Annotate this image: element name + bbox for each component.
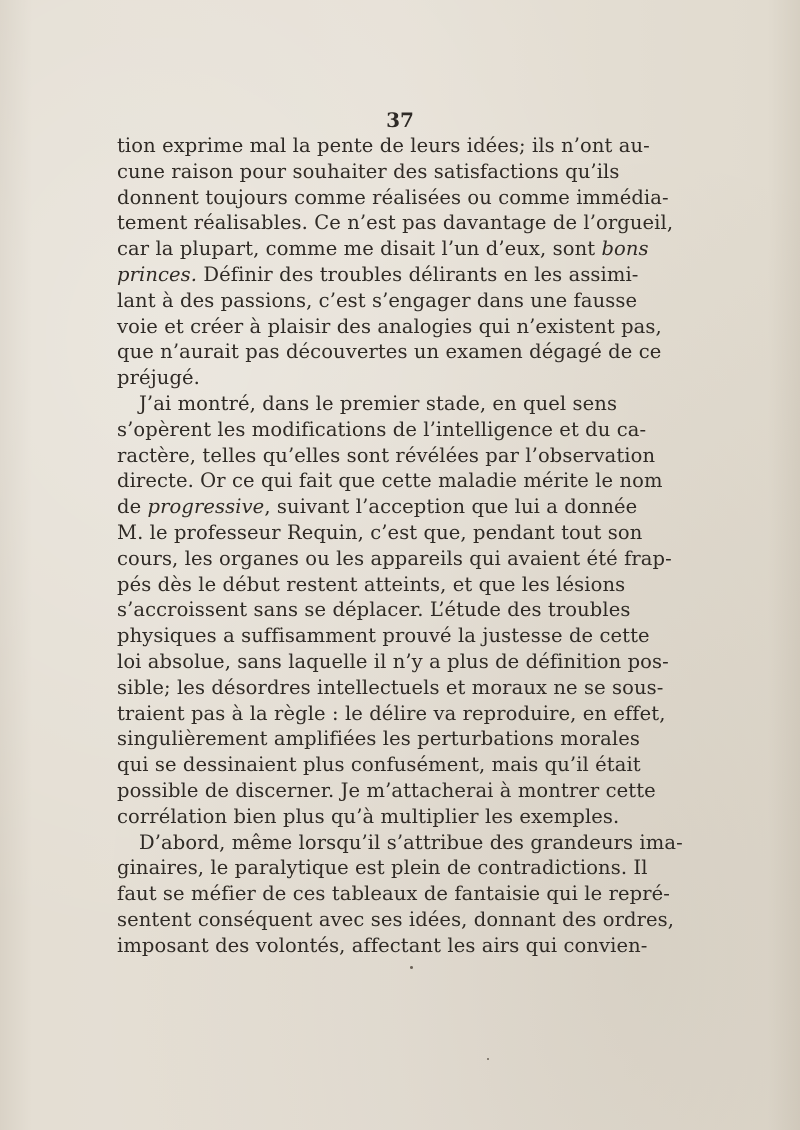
text-line [117, 339, 662, 365]
text-run: physiques a suffisamment prouvé la justesse de cette [117, 624, 650, 648]
text-run: ractère, telles qu’elles sont révélées par l’observation [117, 443, 656, 467]
text-line [117, 907, 675, 933]
text-line [117, 933, 648, 959]
text-run: J’ai montré, dans le premier stade, en quel sens [139, 391, 618, 415]
text-run: s’accroissent sans se déplacer. L’étude des troubles [117, 598, 631, 622]
text-line [117, 855, 648, 881]
text-line [117, 701, 666, 727]
text-run: tion exprime mal la pente de leurs idées; ils n’ont au- [117, 134, 650, 157]
text-run: voie et créer à plaisir des analogies qui n’existent pas, [117, 314, 662, 338]
text-line [117, 443, 656, 469]
text-run: singulièrement amplifiées les perturbations morales [117, 727, 640, 751]
text-run: M. le professeur Requin, c’est que, pendant tout son [117, 520, 643, 544]
text-run: corrélation bien plus qu’à multiplier les exemples. [117, 804, 620, 828]
text-line [117, 159, 620, 185]
text-run: qui se dessinaient plus confusément, mais qu’il était [117, 753, 641, 777]
text-run: loi absolue, sans laquelle il n’y a plus de définition pos- [117, 649, 669, 673]
text-line [117, 494, 638, 520]
text-run: faut se méfier de ces tableaux de fantaisie qui le repré- [117, 882, 670, 906]
text-line [117, 649, 669, 675]
text-run: ginaires, le paralytique est plein de contradictions. Il [117, 856, 648, 880]
text-run: que n’aurait pas découvertes un examen dégagé de ce [117, 340, 662, 364]
paper-speck [410, 966, 413, 969]
text-line [117, 236, 649, 262]
text-run: préjugé. [117, 366, 200, 390]
text-run: imposant des volontés, affectant les airs qui convien- [117, 933, 648, 957]
text-run: possible de discerner. Je m’attacherai à montrer cette [117, 778, 656, 802]
text-run: lant à des passions, c’est s’engager dans une fausse [117, 288, 638, 312]
text-line [117, 881, 670, 907]
text-run: , suivant l’acception que lui a donnée [264, 495, 638, 519]
text-line [117, 778, 656, 804]
italic-text: princes. [117, 262, 198, 286]
text-line [117, 185, 669, 211]
text-run: car la plupart, comme me disait l’un d’eux, sont [117, 237, 602, 261]
text-run: D’abord, même lorsqu’il s’attribue des grandeurs ima- [139, 830, 683, 854]
text-line [117, 133, 650, 159]
text-line [117, 391, 618, 417]
body-text [117, 133, 683, 959]
text-line [117, 572, 626, 598]
text-line [117, 288, 638, 314]
text-line [117, 262, 639, 288]
page-number: 37 [386, 108, 414, 132]
text-line [117, 546, 672, 572]
text-line [117, 314, 662, 340]
text-line [117, 752, 641, 778]
text-line [117, 623, 650, 649]
text-run: sentent conséquent avec ses idées, donnant des ordres, [117, 907, 675, 931]
text-line [117, 520, 643, 546]
text-line [117, 468, 663, 494]
text-run: de [117, 495, 148, 519]
text-line [117, 417, 647, 443]
text-line [117, 675, 664, 701]
text-run: donnent toujours comme réalisées ou comme immédia- [117, 185, 669, 209]
text-run: tement réalisables. Ce n’est pas davantage de l’orgueil, [117, 211, 674, 235]
text-line [117, 726, 640, 752]
text-line [117, 830, 683, 856]
text-run: Définir des troubles délirants en les assimi- [197, 262, 639, 286]
text-run: cours, les organes ou les appareils qui avaient été frap- [117, 546, 672, 570]
text-line [117, 804, 620, 830]
italic-text: progressive [147, 495, 265, 519]
text-run: cune raison pour souhaiter des satisfactions qu’ils [117, 159, 620, 183]
italic-text: bons [601, 237, 649, 261]
text-run: s’opèrent les modifications de l’intelligence et du ca- [117, 417, 647, 441]
paper-speck [487, 1058, 489, 1060]
text-line [117, 365, 587, 391]
text-run: directe. Or ce qui fait que cette maladie mérite le nom [117, 469, 663, 493]
text-line [117, 210, 674, 236]
text-run: pés dès le début restent atteints, et que les lésions [117, 572, 626, 596]
text-run: traient pas à la règle : le délire va reproduire, en effet, [117, 701, 666, 725]
text-run: sible; les désordres intellectuels et moraux ne se sous- [117, 675, 664, 699]
text-line [117, 597, 631, 623]
